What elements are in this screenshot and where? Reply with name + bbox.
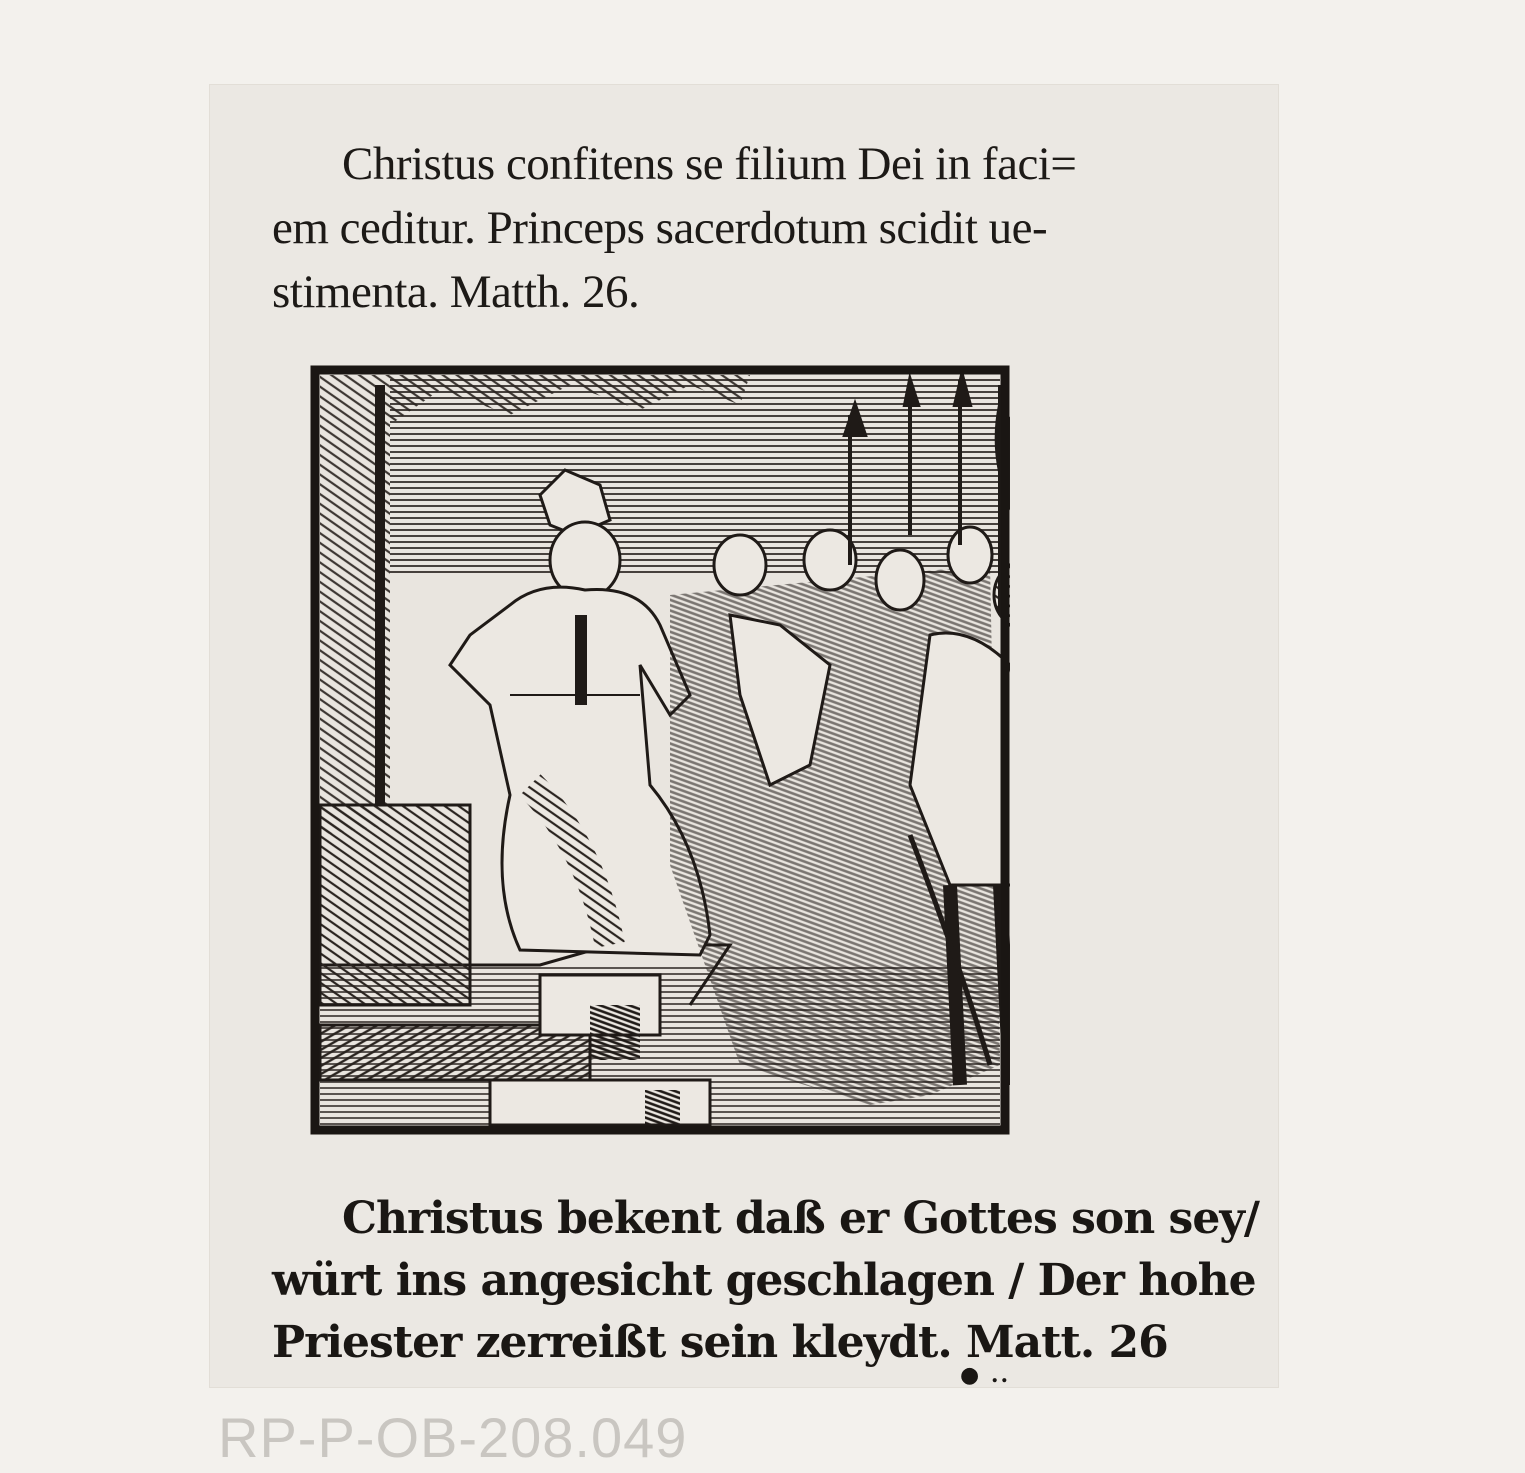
latin-caption-line-1: Christus confitens se filium Dei in faci= bbox=[342, 138, 1077, 190]
inventory-number: RP-P-OB-208.049 bbox=[218, 1406, 688, 1469]
woodcut-illustration bbox=[310, 365, 1010, 1135]
latin-caption-line-2: em ceditur. Princeps sacerdotum scidit ue- bbox=[272, 202, 1048, 254]
german-caption-line-1: Christus bekent daß er Gottes son sey/ bbox=[342, 1193, 1259, 1244]
catchword: ● .. bbox=[960, 1362, 1011, 1388]
latin-caption bbox=[272, 132, 1232, 324]
german-caption bbox=[272, 1188, 1259, 1374]
german-caption-line-2: würt ins angesicht geschlagen / Der hohe bbox=[272, 1255, 1256, 1306]
latin-caption-line-3: stimenta. Matth. 26. bbox=[272, 266, 640, 318]
german-caption-line-3: Priester zerreißt sein kleydt. Matt. 26 bbox=[272, 1317, 1168, 1368]
throne bbox=[320, 805, 470, 1005]
